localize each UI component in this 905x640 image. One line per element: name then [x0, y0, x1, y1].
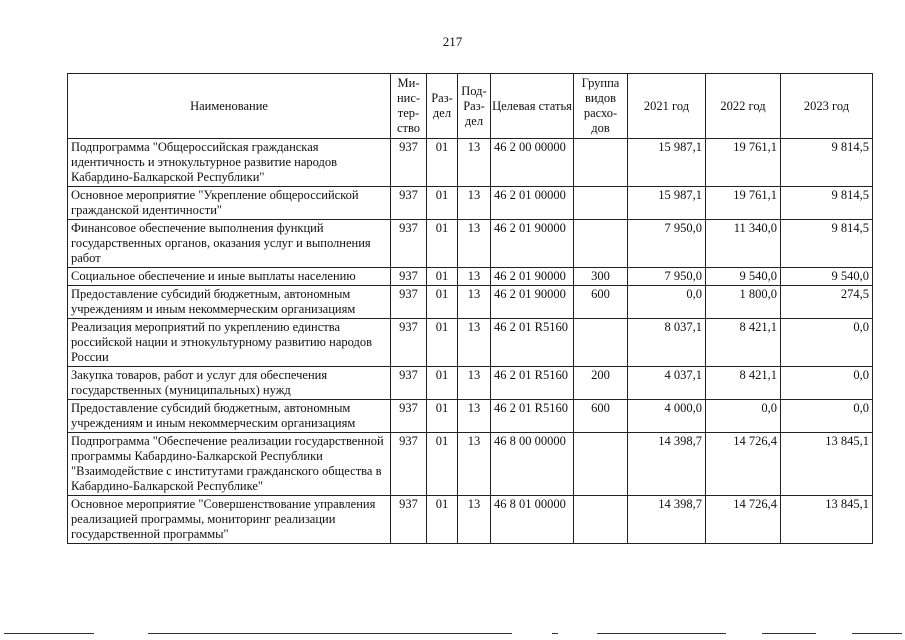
cell-ministry: 937 [391, 286, 427, 319]
cell-expense-group [574, 220, 628, 268]
header-expense-group: Группа видов расхо-дов [574, 74, 628, 139]
cell-2021: 14 398,7 [628, 433, 706, 496]
cell-target-article: 46 2 01 90000 [491, 286, 574, 319]
cell-ministry: 937 [391, 319, 427, 367]
cell-ministry: 937 [391, 268, 427, 286]
cell-ministry: 937 [391, 400, 427, 433]
cell-name: Социальное обеспечение и иные выплаты населению [68, 268, 391, 286]
cell-section: 01 [427, 319, 458, 367]
table-row [68, 139, 873, 187]
header-section: Раз-дел [427, 74, 458, 139]
footer-rule [148, 633, 512, 634]
cell-2022: 8 421,1 [706, 319, 781, 367]
footer-rule [852, 633, 902, 634]
cell-2022: 19 761,1 [706, 139, 781, 187]
footer-rule [762, 633, 816, 634]
cell-subsection: 13 [458, 268, 491, 286]
cell-expense-group: 600 [574, 286, 628, 319]
cell-name: Предоставление субсидий бюджетным, автономным учреждениям и иным некоммерческим организациям [68, 400, 391, 433]
cell-subsection: 13 [458, 187, 491, 220]
table-row [68, 433, 873, 496]
table-row [68, 286, 873, 319]
cell-target-article: 46 2 01 90000 [491, 268, 574, 286]
cell-2022: 11 340,0 [706, 220, 781, 268]
table-row [68, 319, 873, 367]
cell-2022: 0,0 [706, 400, 781, 433]
cell-2022: 9 540,0 [706, 268, 781, 286]
budget-table [67, 73, 873, 544]
cell-target-article: 46 2 01 90000 [491, 220, 574, 268]
header-2021: 2021 год [628, 74, 706, 139]
cell-subsection: 13 [458, 367, 491, 400]
cell-ministry: 937 [391, 433, 427, 496]
cell-ministry: 937 [391, 496, 427, 544]
cell-name: Основное мероприятие "Укрепление общероссийской гражданской идентичности" [68, 187, 391, 220]
cell-2023: 13 845,1 [781, 433, 873, 496]
cell-ministry: 937 [391, 220, 427, 268]
footer-rule [552, 633, 558, 634]
cell-ministry: 937 [391, 187, 427, 220]
cell-2021: 4 000,0 [628, 400, 706, 433]
header-2022: 2022 год [706, 74, 781, 139]
cell-name: Закупка товаров, работ и услуг для обеспечения государственных (муниципальных) нужд [68, 367, 391, 400]
cell-expense-group [574, 319, 628, 367]
cell-target-article: 46 8 01 00000 [491, 496, 574, 544]
footer-rule [597, 633, 726, 634]
table-row [68, 268, 873, 286]
cell-name: Подпрограмма "Обеспечение реализации государственной программы Кабардино-Балкарской Республики "Взаимодействие с институтами гражданского общества в Кабардино-Балкарской Республике" [68, 433, 391, 496]
cell-section: 01 [427, 496, 458, 544]
table-row [68, 400, 873, 433]
cell-ministry: 937 [391, 367, 427, 400]
cell-2021: 7 950,0 [628, 268, 706, 286]
cell-2023: 0,0 [781, 319, 873, 367]
header-name: Наименование [68, 74, 391, 139]
footer-rule [4, 633, 94, 634]
table-row [68, 220, 873, 268]
cell-name: Основное мероприятие "Совершенствование управления реализацией программы, мониторинг реализации государственной программы" [68, 496, 391, 544]
cell-section: 01 [427, 433, 458, 496]
cell-section: 01 [427, 139, 458, 187]
cell-target-article: 46 2 01 R5160 [491, 319, 574, 367]
cell-2023: 0,0 [781, 367, 873, 400]
cell-ministry: 937 [391, 139, 427, 187]
cell-2022: 1 800,0 [706, 286, 781, 319]
cell-target-article: 46 2 01 R5160 [491, 367, 574, 400]
header-2023: 2023 год [781, 74, 873, 139]
cell-2023: 9 814,5 [781, 187, 873, 220]
header-subsection: Под-Раз-дел [458, 74, 491, 139]
cell-name: Предоставление субсидий бюджетным, автономным учреждениям и иным некоммерческим организациям [68, 286, 391, 319]
table-row [68, 187, 873, 220]
header-target-article: Целевая статья [491, 74, 574, 139]
cell-2021: 14 398,7 [628, 496, 706, 544]
cell-2021: 4 037,1 [628, 367, 706, 400]
cell-subsection: 13 [458, 319, 491, 367]
cell-2023: 13 845,1 [781, 496, 873, 544]
cell-expense-group [574, 139, 628, 187]
page-number: 217 [442, 34, 463, 49]
cell-2021: 0,0 [628, 286, 706, 319]
cell-2022: 19 761,1 [706, 187, 781, 220]
cell-subsection: 13 [458, 400, 491, 433]
cell-expense-group: 600 [574, 400, 628, 433]
cell-subsection: 13 [458, 433, 491, 496]
cell-2021: 8 037,1 [628, 319, 706, 367]
cell-expense-group [574, 187, 628, 220]
table-row [68, 496, 873, 544]
header-row [68, 74, 873, 139]
cell-name: Реализация мероприятий по укреплению единства российской нации и этнокультурному развитию народов России [68, 319, 391, 367]
cell-subsection: 13 [458, 139, 491, 187]
table-row [68, 367, 873, 400]
cell-expense-group: 300 [574, 268, 628, 286]
cell-2023: 9 540,0 [781, 268, 873, 286]
cell-2021: 7 950,0 [628, 220, 706, 268]
cell-2021: 15 987,1 [628, 139, 706, 187]
cell-2021: 15 987,1 [628, 187, 706, 220]
cell-2023: 0,0 [781, 400, 873, 433]
cell-section: 01 [427, 400, 458, 433]
cell-subsection: 13 [458, 286, 491, 319]
cell-2023: 9 814,5 [781, 220, 873, 268]
cell-section: 01 [427, 220, 458, 268]
cell-section: 01 [427, 367, 458, 400]
cell-expense-group: 200 [574, 367, 628, 400]
table-body [68, 139, 873, 544]
cell-target-article: 46 2 01 00000 [491, 187, 574, 220]
cell-name: Финансовое обеспечение выполнения функций государственных органов, оказания услуг и выполнения работ [68, 220, 391, 268]
cell-2022: 14 726,4 [706, 496, 781, 544]
cell-expense-group [574, 433, 628, 496]
cell-name: Подпрограмма "Общероссийская гражданская идентичность и этнокультурное развитие народов Кабардино-Балкарской Республики" [68, 139, 391, 187]
cell-section: 01 [427, 187, 458, 220]
cell-2023: 9 814,5 [781, 139, 873, 187]
header-ministry: Ми-нис-тер-ство [391, 74, 427, 139]
cell-subsection: 13 [458, 220, 491, 268]
cell-target-article: 46 8 00 00000 [491, 433, 574, 496]
cell-subsection: 13 [458, 496, 491, 544]
cell-expense-group [574, 496, 628, 544]
cell-section: 01 [427, 268, 458, 286]
cell-target-article: 46 2 01 R5160 [491, 400, 574, 433]
cell-section: 01 [427, 286, 458, 319]
cell-2022: 8 421,1 [706, 367, 781, 400]
cell-2023: 274,5 [781, 286, 873, 319]
cell-target-article: 46 2 00 00000 [491, 139, 574, 187]
cell-2022: 14 726,4 [706, 433, 781, 496]
